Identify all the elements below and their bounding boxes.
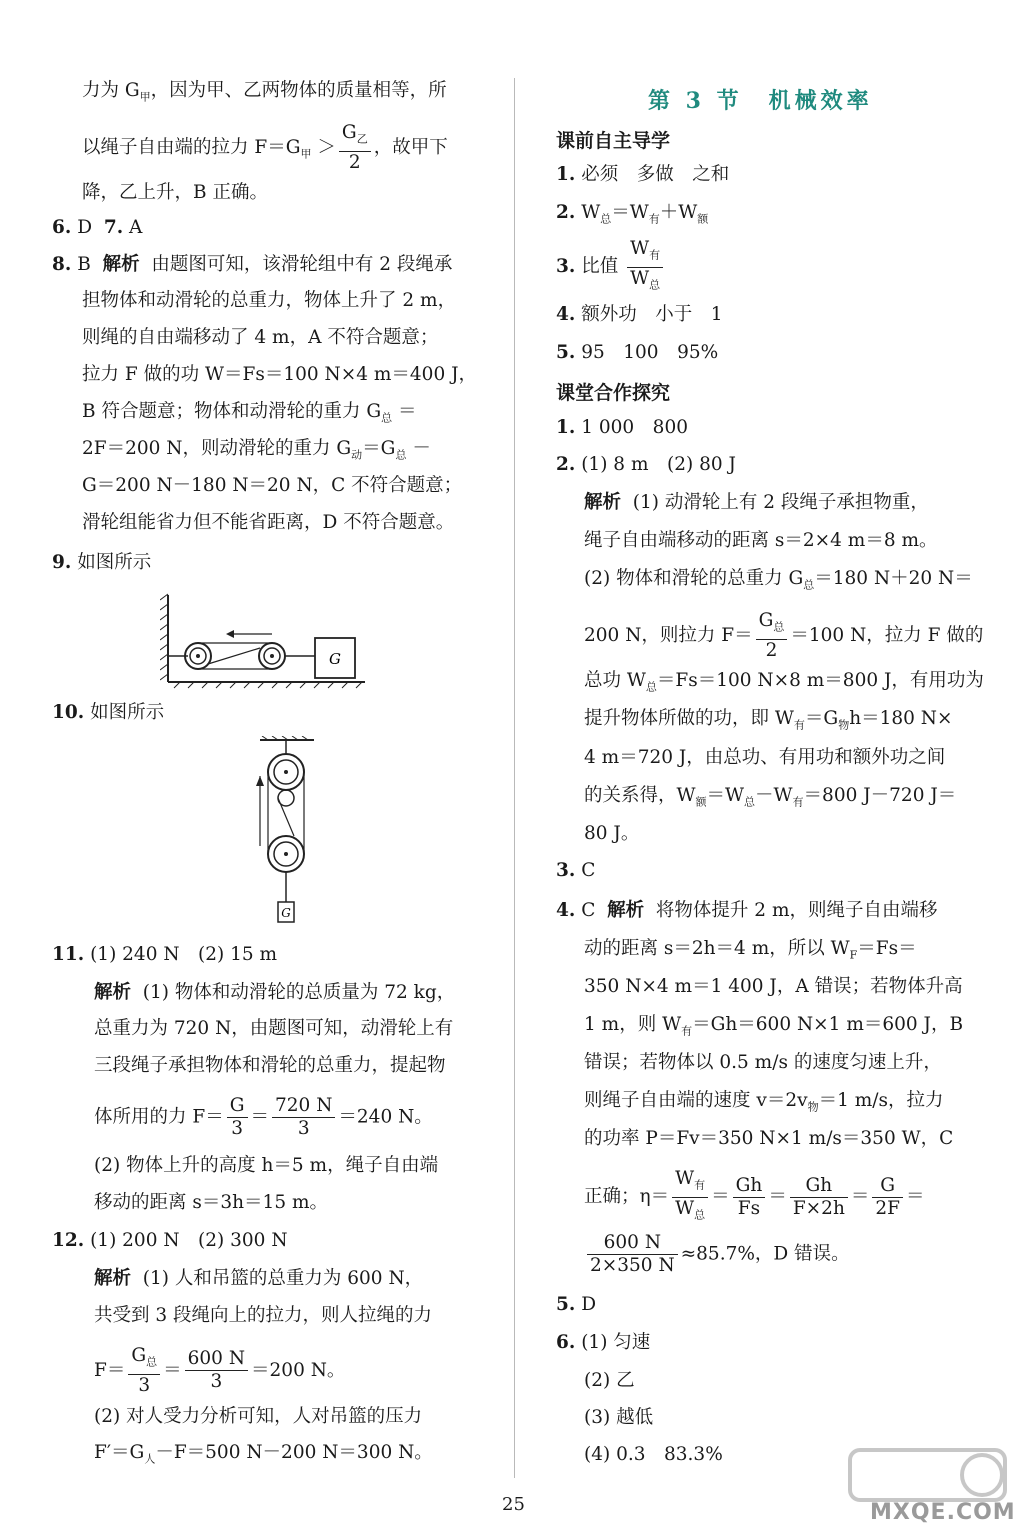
text-line: 滑轮组能省力但不能省距离，D 不符合题意。 — [82, 512, 455, 533]
fraction: $\frac{G}{3}$ — [227, 1095, 248, 1140]
text-line: 降，乙上升，B 正确。 — [82, 182, 268, 203]
text-line: 350 N×4 m＝1 400 J，A 错误；若物体升高 — [584, 976, 963, 997]
text-line: 2F＝200 N，则动滑轮的重力 $G_动=G_总$ － — [82, 438, 431, 462]
answer-c4: 4. C 解析 将物体提升 2 m，则绳子自由端移 — [556, 900, 938, 921]
answer-c6: 6. (1) 匀速 — [556, 1332, 651, 1353]
text-line: (2) 乙 — [584, 1370, 635, 1391]
column-divider — [514, 78, 515, 1478]
answer-r4: 4. 额外功 小于 1 — [556, 304, 723, 325]
fraction: $\frac{Gh}{F\times 2h}$ — [790, 1175, 848, 1220]
text-line: 200 N，则拉力 F＝ $\frac{G_总}{2}$ ＝100 N，拉力 F 做的 — [584, 610, 984, 661]
fraction: $\frac{G_乙}{2}$ — [339, 122, 371, 174]
text-line: 移动的距离 s＝3h＝15 m。 — [94, 1192, 329, 1213]
text-line: 以绳子自由端的拉力 $F=G_甲$ ＞ $\frac{G_乙}{2}$ ，故甲下 — [82, 122, 448, 173]
fraction: $\frac{G_总}{2}$ — [756, 610, 788, 662]
text-line: 共受到 3 段绳向上的拉力，则人拉绳的力 — [94, 1305, 433, 1326]
page-number: 25 — [502, 1494, 525, 1515]
text-line: 提升物体所做的功，即 $W_有=G_物h=180$ N× — [584, 708, 953, 732]
answer-12: 12. (1) 200 N (2) 300 N — [52, 1230, 288, 1251]
text-line: (2) 对人受力分析可知，人对吊篮的压力 — [94, 1406, 423, 1427]
text-line: (2) 物体和滑轮的总重力 $G_总=180$ N＋20 N＝ — [584, 568, 973, 592]
text-line: 总功 $W_总=Fs=100$ N×8 m＝800 J，有用功为 — [584, 670, 984, 694]
text-line: 总重力为 720 N，由题图可知，动滑轮上有 — [94, 1018, 454, 1039]
section-title: 第 3 节 机械效率 — [648, 88, 873, 114]
answer-c2: 2. (1) 8 m (2) 80 J — [556, 454, 736, 475]
text-line: 则绳的自由端移动了 4 m，A 不符合题意； — [82, 327, 439, 348]
answer-11: 11. (1) 240 N (2) 15 m — [52, 944, 278, 965]
text-line: 担物体和动滑轮的总重力，物体上升了 2 m， — [82, 290, 457, 311]
text-line: 解析 (1) 物体和动滑轮的总质量为 72 kg， — [94, 982, 456, 1003]
text-line: G＝200 N－180 N＝20 N，C 不符合题意； — [82, 475, 463, 496]
fraction: $\frac{600 N}{2\times 350 N}$ — [587, 1232, 678, 1277]
text-line: 80 J。 — [584, 823, 640, 844]
fraction: $\frac{W_有}{W_总}$ — [672, 1168, 708, 1226]
text-line: 力为 $G_甲$，因为甲、乙两物体的质量相等，所 — [82, 80, 447, 104]
text-line: 体所用的力 F＝ $\frac{G}{3}$ ＝ $\frac{720 N}{3}$ ＝240 N。 — [94, 1095, 433, 1139]
answer-r2: 2. $W_总=W_有+W_额$ — [556, 202, 709, 226]
text-line: 错误；若物体以 0.5 m/s 的速度匀速上升， — [584, 1052, 942, 1073]
text-line: B 符合题意；物体和动滑轮的重力 $G_总$ ＝ — [82, 401, 417, 425]
fraction: $\frac{Gh}{Fs}$ — [733, 1175, 766, 1220]
text-line: F＝ $\frac{G_总}{3}$ ＝ $\frac{600 N}{3}$ ＝200 N。 — [94, 1345, 346, 1396]
answer-6-7: 6. D 7. A — [52, 217, 143, 238]
text-line: 绳子自由端移动的距离 s＝2×4 m＝8 m。 — [584, 530, 938, 551]
answer-r1: 1. 必须 多做 之和 — [556, 164, 730, 185]
pulley-figure-vertical — [250, 736, 330, 928]
watermark-text: MXQE.COM — [870, 1500, 1016, 1525]
fraction: $\frac{G_总}{3}$ — [128, 1345, 160, 1397]
text-line: $\frac{600 N}{2\times 350 N}$ ≈85.7%，D 错误。 — [584, 1232, 850, 1277]
box-label: G — [281, 906, 291, 920]
text-line: 正确；η＝ $\frac{W_有}{W_总}$ ＝ $\frac{Gh}{Fs}$ ＝ $\frac{Gh}{F\times 2h}$ ＝ $\frac{G}{2F}$ ＝ — [584, 1168, 925, 1226]
fraction: $\frac{720 N}{3}$ — [272, 1095, 335, 1140]
text-line: 的功率 P＝Fv＝350 N×1 m/s＝350 W，C — [584, 1128, 954, 1149]
fraction: $\frac{600 N}{3}$ — [185, 1348, 248, 1393]
answer-10: 10. 如图所示 — [52, 702, 165, 723]
text-line: 三段绳子承担物体和滑轮的总重力，提起物 — [94, 1055, 446, 1076]
text-line: 则绳子自由端的速度 $v=2v_物=1$ m/s，拉力 — [584, 1090, 944, 1114]
fraction: $\frac{W_有}{W_总}$ — [627, 238, 663, 296]
text-line: $F'=G_人-F=500$ N－200 N＝300 N。 — [94, 1442, 433, 1466]
text-line: 动的距离 s＝2h＝4 m，所以 $W_F=Fs=$ — [584, 938, 917, 962]
text-line: 4 m＝720 J，由总功、有用功和额外功之间 — [584, 747, 946, 768]
text-line: 拉力 F 做的功 W＝Fs＝100 N×4 m＝400 J， — [82, 364, 478, 385]
answer-c3: 3. C — [556, 860, 596, 881]
answer-r3: 3. 比值 $\frac{W_有}{W_总}$ — [556, 238, 666, 296]
text-line: (2) 物体上升的高度 h＝5 m，绳子自由端 — [94, 1155, 439, 1176]
answer-r5: 5. 95 100 95% — [556, 342, 719, 363]
box-label: G — [329, 650, 341, 668]
pulley-figure-horizontal — [160, 590, 370, 690]
section-heading: 课堂合作探究 — [556, 382, 671, 404]
answer-c1: 1. 1 000 800 — [556, 417, 688, 438]
text-line: 1 m，则 $W_有=Gh=600$ N×1 m＝600 J，B — [584, 1014, 964, 1038]
answer-8: 8. B 解析 由题图可知，该滑轮组中有 2 段绳承 — [52, 254, 453, 275]
answer-9: 9. 如图所示 — [52, 552, 152, 573]
section-heading: 课前自主导学 — [556, 130, 671, 152]
text-line: (4) 0.3 83.3% — [584, 1444, 723, 1465]
text-line: (3) 越低 — [584, 1407, 654, 1428]
text-line: 解析 (1) 人和吊篮的总重力为 600 N， — [94, 1268, 424, 1289]
fraction: $\frac{G}{2F}$ — [872, 1175, 903, 1220]
answer-c5: 5. D — [556, 1294, 597, 1315]
text-line: 解析 (1) 动滑轮上有 2 段绳子承担物重， — [584, 492, 929, 513]
text-line: 的关系得，$W_额=W_总-W_有=800$ J－720 J＝ — [584, 785, 957, 809]
